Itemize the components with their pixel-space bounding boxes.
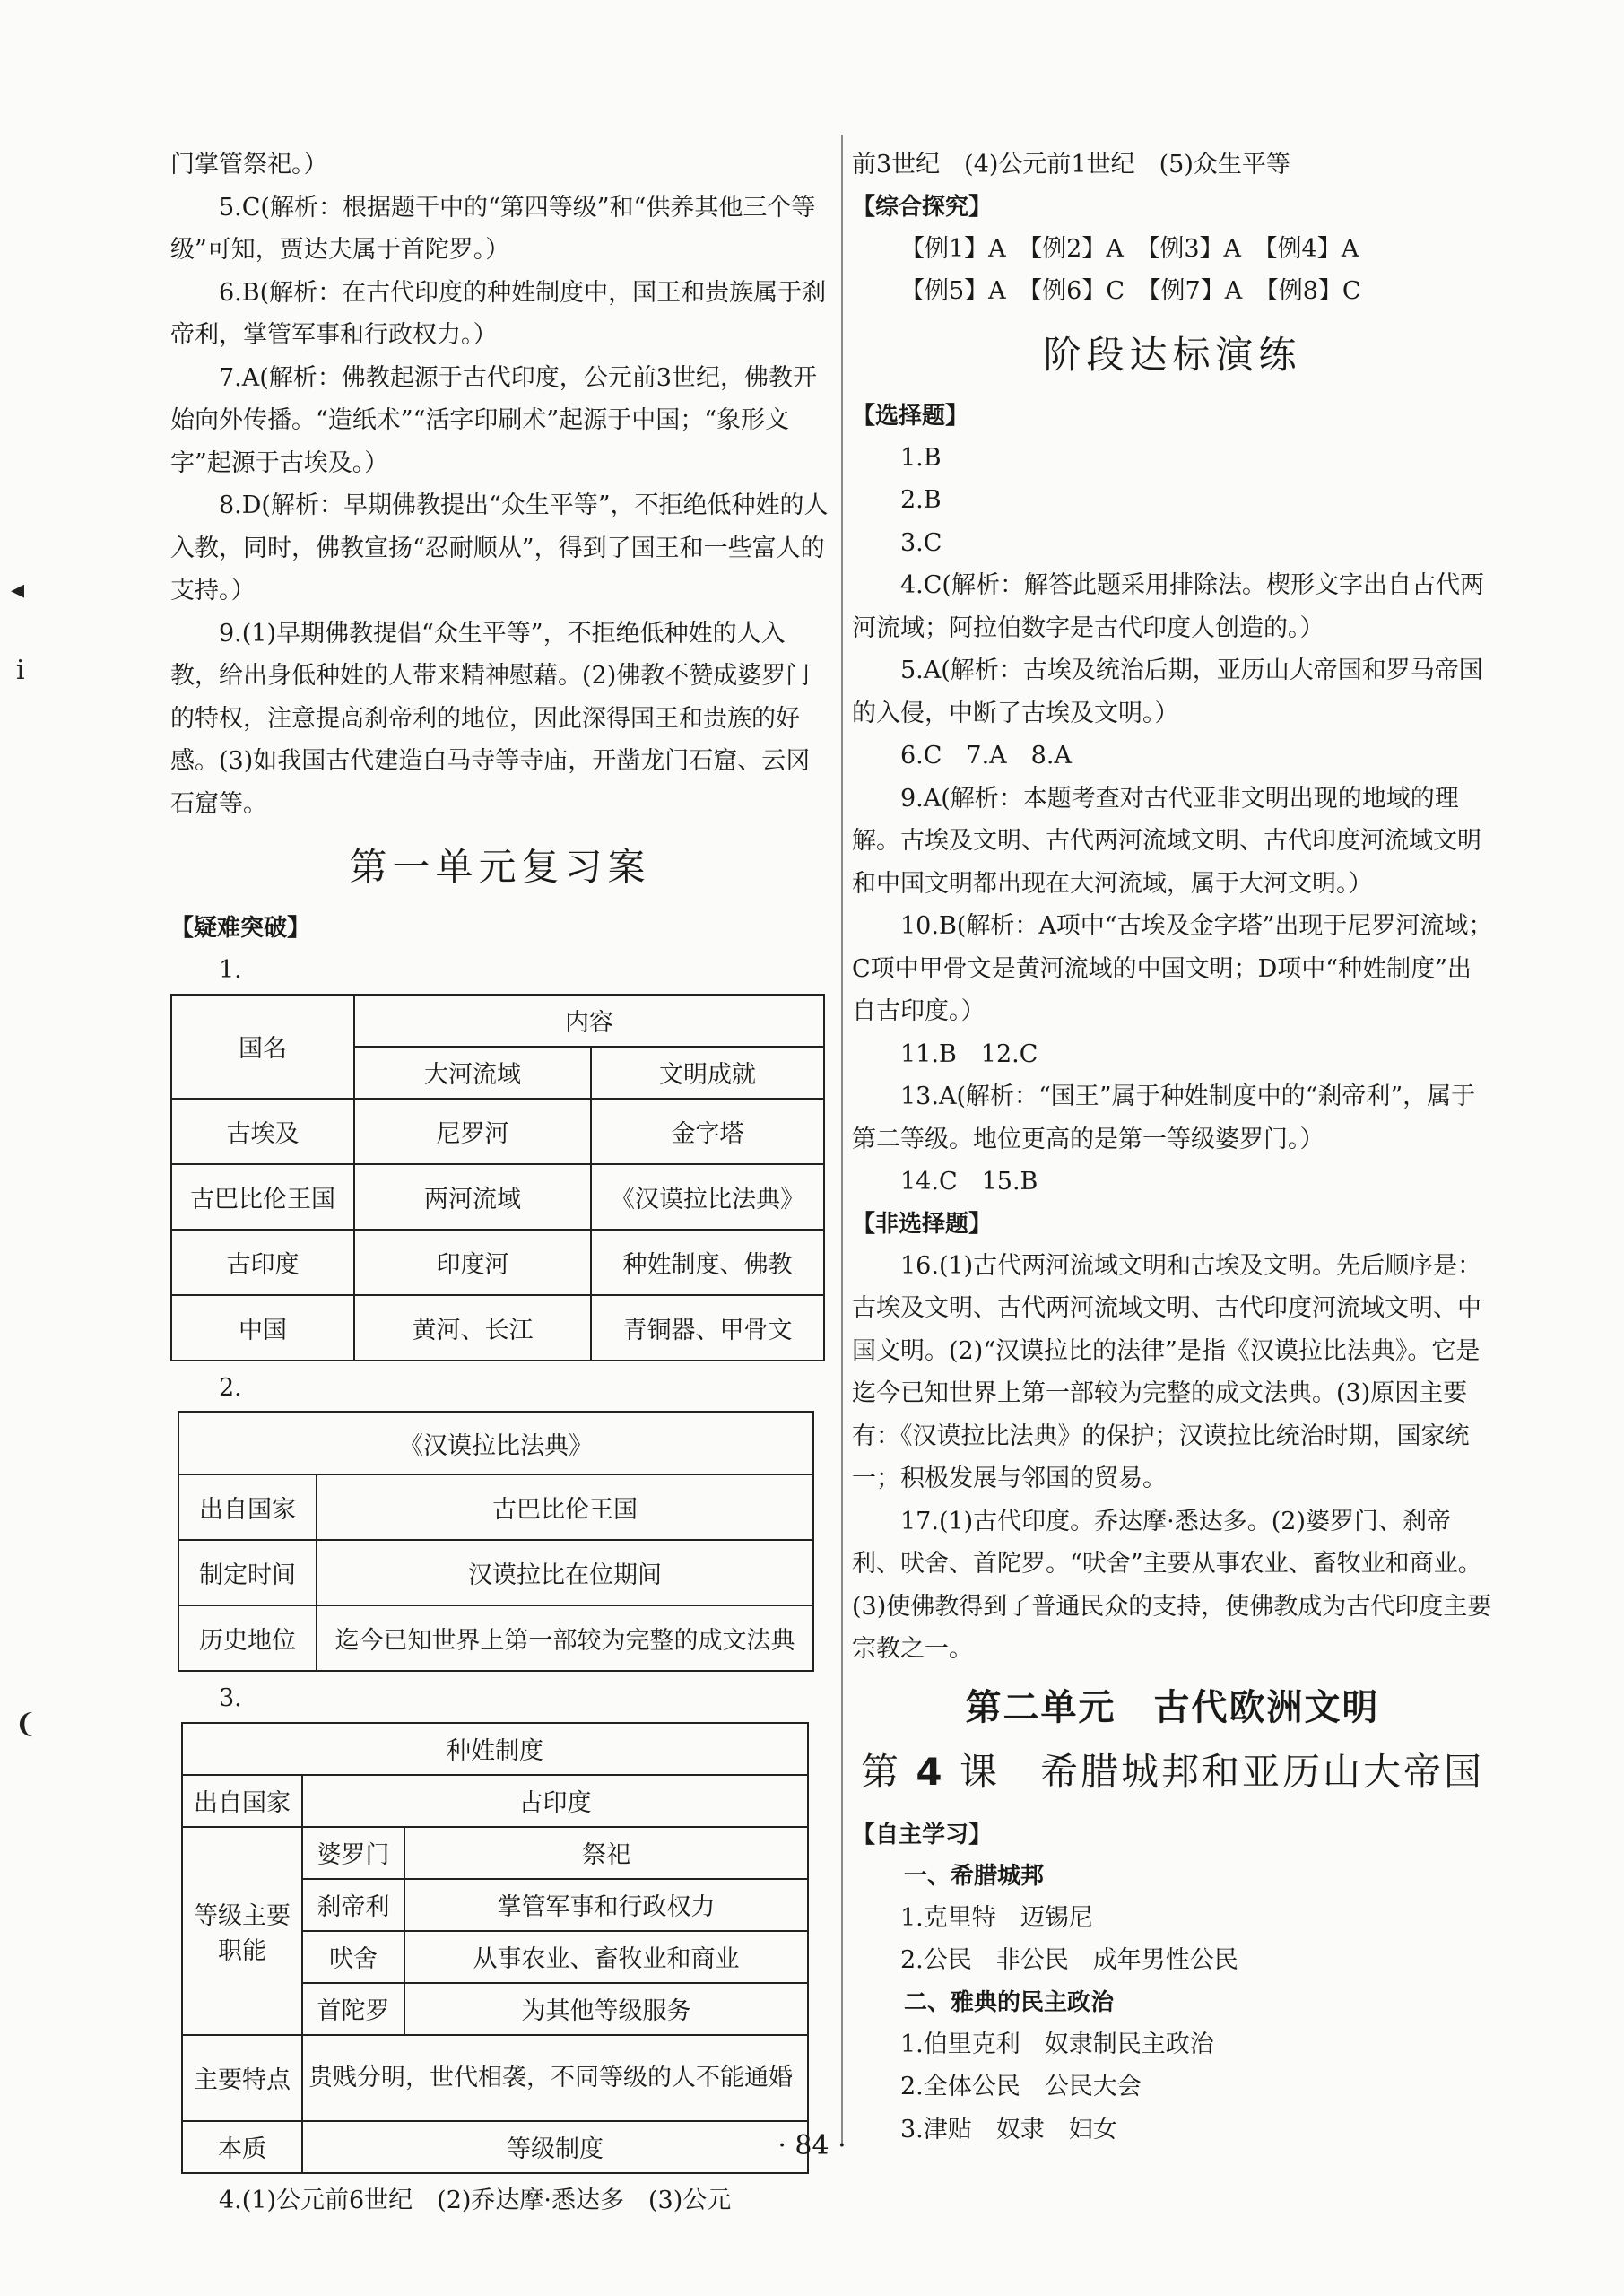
table-row bbox=[178, 1540, 813, 1605]
header-content: 内容 bbox=[354, 995, 824, 1047]
example-answers-1: 【例1】A 【例2】A 【例3】A 【例4】A bbox=[900, 234, 1359, 263]
table-row bbox=[171, 1099, 824, 1164]
sub1-item-1: 1.克里特 迈锡尼 bbox=[900, 1903, 1093, 1932]
table-row bbox=[171, 1230, 824, 1295]
lesson-prefix: 第 bbox=[861, 1749, 902, 1794]
header-achievement: 文明成就 bbox=[591, 1047, 824, 1099]
cell: 金字塔 bbox=[591, 1099, 824, 1164]
cell: 掌管军事和行政权力 bbox=[404, 1879, 808, 1931]
cell: 刹帝利 bbox=[302, 1879, 404, 1931]
answer-3: 3.C bbox=[900, 528, 942, 557]
answer-7: 7.A(解析：佛教起源于古代印度，公元前3世纪，佛教开始向外传播。“造纸术”“活字印刷术”起源于中国；“象形文字”起源于古埃及。） bbox=[170, 363, 817, 477]
sub1-item-2: 2.公民 非公民 成年男性公民 bbox=[900, 1946, 1238, 1974]
cell: 《汉谟拉比法典》 bbox=[591, 1164, 824, 1230]
cell: 种姓制度、佛教 bbox=[591, 1230, 824, 1295]
unit-2-title: 第二单元 古代欧洲文明 bbox=[965, 1686, 1380, 1728]
cell: 出自国家 bbox=[178, 1474, 317, 1540]
cell: 迄今已知世界上第一部较为完整的成文法典 bbox=[317, 1605, 813, 1671]
stage-title: 阶段达标演练 bbox=[1043, 332, 1302, 377]
sub2-item-2: 2.全体公民 公民大会 bbox=[900, 2073, 1142, 2100]
cell: 婆罗门 bbox=[302, 1827, 404, 1879]
subsection-2-title: 二、雅典的民主政治 bbox=[904, 1988, 1115, 2016]
page-number: · 84 · bbox=[777, 2130, 847, 2161]
scan-mark: ❨ bbox=[14, 1709, 38, 1740]
section-yinan: 【疑难突破】 bbox=[170, 915, 311, 942]
left-column bbox=[170, 144, 829, 2222]
item-1-number: 1. bbox=[219, 956, 242, 984]
cell: 古巴比伦王国 bbox=[171, 1164, 354, 1230]
cell: 汉谟拉比在位期间 bbox=[317, 1540, 813, 1605]
answer-17: 17.(1)古代印度。乔达摩·悉达多。(2)婆罗门、刹帝利、吠舍、首陀罗。“吠舍”主要从事农业、畜牧业和商业。(3)使佛教得到了普通民众的支持，使佛教成为古代印度主要宗教之一。 bbox=[852, 1507, 1492, 1663]
scan-mark: ◂ bbox=[11, 574, 25, 605]
scan-mark: ⅰ bbox=[16, 655, 25, 686]
answer-4: 4.C(解析：解答此题采用排除法。楔形文字出自古代两河流域；阿拉伯数字是古代印度人创造的。） bbox=[852, 571, 1484, 642]
example-answers-2: 【例5】A 【例6】C 【例7】A 【例8】C bbox=[900, 277, 1361, 305]
table-row bbox=[182, 1827, 808, 1879]
table-row bbox=[182, 1775, 808, 1827]
sub2-item-3: 3.津贴 奴隶 妇女 bbox=[900, 2115, 1117, 2144]
caste-table bbox=[181, 1722, 809, 2174]
answer-16: 16.(1)古代两河流域文明和古埃及文明。先后顺序是：古埃及文明、古代两河流域文明、古代印度河流域文明、中国文明。(2)“汉谟拉比的法律”是指《汉谟拉比法典》。它是迄今已知世界上第一部较为完整的成文法典。(3)原因主要有：《汉谟拉比法典》的保护；汉谟拉比统治时期，国家统一；积极发展与邻国的贸易。 bbox=[852, 1251, 1482, 1492]
right-column bbox=[852, 144, 1493, 2151]
cell: 印度河 bbox=[354, 1230, 591, 1295]
section-xuanze: 【选择题】 bbox=[852, 402, 969, 430]
cell: 黄河、长江 bbox=[354, 1295, 591, 1361]
cell: 等级主要职能 bbox=[182, 1827, 302, 2035]
answer-9: 9.A(解析：本题考查对古代亚非文明出现的地域的理解。古埃及文明、古代两河流域文明、古代印度河流域文明和中国文明都出现在大河流域，属于大河文明。） bbox=[852, 784, 1481, 898]
subsection-1-title: 一、希腊城邦 bbox=[904, 1862, 1045, 1890]
unit-review-title: 第一单元复习案 bbox=[349, 845, 651, 889]
section-zonghe: 【综合探究】 bbox=[852, 193, 993, 221]
answer-14-15: 14.C 15.B bbox=[900, 1168, 1038, 1196]
table-row bbox=[178, 1605, 813, 1671]
table-title: 种姓制度 bbox=[182, 1723, 808, 1775]
header-country: 国名 bbox=[171, 995, 354, 1099]
civilization-table bbox=[170, 994, 825, 1361]
table-row bbox=[182, 2035, 808, 2121]
section-feixuanze: 【非选择题】 bbox=[852, 1210, 993, 1238]
cell: 祭祀 bbox=[404, 1827, 808, 1879]
cell: 中国 bbox=[171, 1295, 354, 1361]
table-row bbox=[171, 1164, 824, 1230]
header-river: 大河流域 bbox=[354, 1047, 591, 1099]
cell: 本质 bbox=[182, 2121, 302, 2173]
sub2-item-1: 1.伯里克利 奴隶制民主政治 bbox=[900, 2030, 1214, 2058]
cell: 古巴比伦王国 bbox=[317, 1474, 813, 1540]
answer-9: 9.(1)早期佛教提倡“众生平等”，不拒绝低种姓的人入教，给出身低种姓的人带来精神慰藉。(2)佛教不赞成婆罗门的特权，注意提高刹帝利的地位，因此深得国王和贵族的好感。(3)如我国古代建造白马寺等寺庙，开凿龙门石窟、云冈石窟等。 bbox=[170, 619, 811, 818]
cell: 青铜器、甲骨文 bbox=[591, 1295, 824, 1361]
cell: 吠舍 bbox=[302, 1931, 404, 1983]
answer-1: 1.B bbox=[900, 443, 942, 472]
cell: 贵贱分明，世代相袭，不同等级的人不能通婚 bbox=[302, 2035, 808, 2121]
section-zizhu: 【自主学习】 bbox=[852, 1821, 993, 1848]
item-2-number: 2. bbox=[219, 1373, 242, 1402]
cell: 历史地位 bbox=[178, 1605, 317, 1671]
cell: 制定时间 bbox=[178, 1540, 317, 1605]
answer-5: 5.C(解析：根据题干中的“第四等级”和“供养其他三个等级”可知，贾达夫属于首陀罗。） bbox=[170, 193, 816, 264]
item-3-number: 3. bbox=[219, 1684, 242, 1712]
table-title: 《汉谟拉比法典》 bbox=[178, 1412, 813, 1474]
lesson-title bbox=[852, 1743, 1493, 1802]
answer-8: 8.D(解析：早期佛教提出“众生平等”，不拒绝低种姓的人入教，同时，佛教宣扬“忍耐顺从”，得到了国王和一些富人的支持。） bbox=[170, 491, 829, 604]
lesson-name: 课 希腊城邦和亚历山大帝国 bbox=[959, 1749, 1484, 1794]
answer-continuation: 门掌管祭祀。） bbox=[170, 151, 328, 178]
answer-continuation: 前3世纪 (4)公元前1世纪 (5)众生平等 bbox=[852, 151, 1290, 178]
cell: 等级制度 bbox=[302, 2121, 808, 2173]
answer-5: 5.A(解析：古埃及统治后期，亚历山大帝国和罗马帝国的入侵，中断了古埃及文明。） bbox=[852, 657, 1483, 727]
cell: 首陀罗 bbox=[302, 1983, 404, 2035]
answer-4: 4.(1)公元前6世纪 (2)乔达摩·悉达多 (3)公元 bbox=[219, 2186, 732, 2214]
cell: 尼罗河 bbox=[354, 1099, 591, 1164]
answer-6-8: 6.C 7.A 8.A bbox=[900, 742, 1072, 770]
cell: 两河流域 bbox=[354, 1164, 591, 1230]
cell: 出自国家 bbox=[182, 1775, 302, 1827]
lesson-number: 4 bbox=[916, 1749, 945, 1794]
cell: 为其他等级服务 bbox=[404, 1983, 808, 2035]
answer-11-12: 11.B 12.C bbox=[900, 1039, 1038, 1068]
answer-13: 13.A(解析：“国王”属于种姓制度中的“刹帝利”，属于第二等级。地位更高的是第一等级婆罗门。） bbox=[852, 1083, 1476, 1153]
answer-2: 2.B bbox=[900, 486, 942, 514]
table-row bbox=[171, 1295, 824, 1361]
table-row bbox=[178, 1474, 813, 1540]
answer-10: 10.B(解析：A项中“古埃及金字塔”出现于尼罗河流域；C项中甲骨文是黄河流域的中国文明；D项中“种姓制度”出自古印度。） bbox=[852, 912, 1493, 1025]
hammurabi-table bbox=[178, 1411, 814, 1672]
cell: 从事农业、畜牧业和商业 bbox=[404, 1931, 808, 1983]
answer-6: 6.B(解析：在古代印度的种姓制度中，国王和贵族属于刹帝利，掌管军事和行政权力。） bbox=[170, 278, 827, 349]
cell: 古印度 bbox=[171, 1230, 354, 1295]
cell: 古埃及 bbox=[171, 1099, 354, 1164]
cell: 主要特点 bbox=[182, 2035, 302, 2121]
column-divider bbox=[841, 135, 843, 2144]
cell: 古印度 bbox=[302, 1775, 808, 1827]
